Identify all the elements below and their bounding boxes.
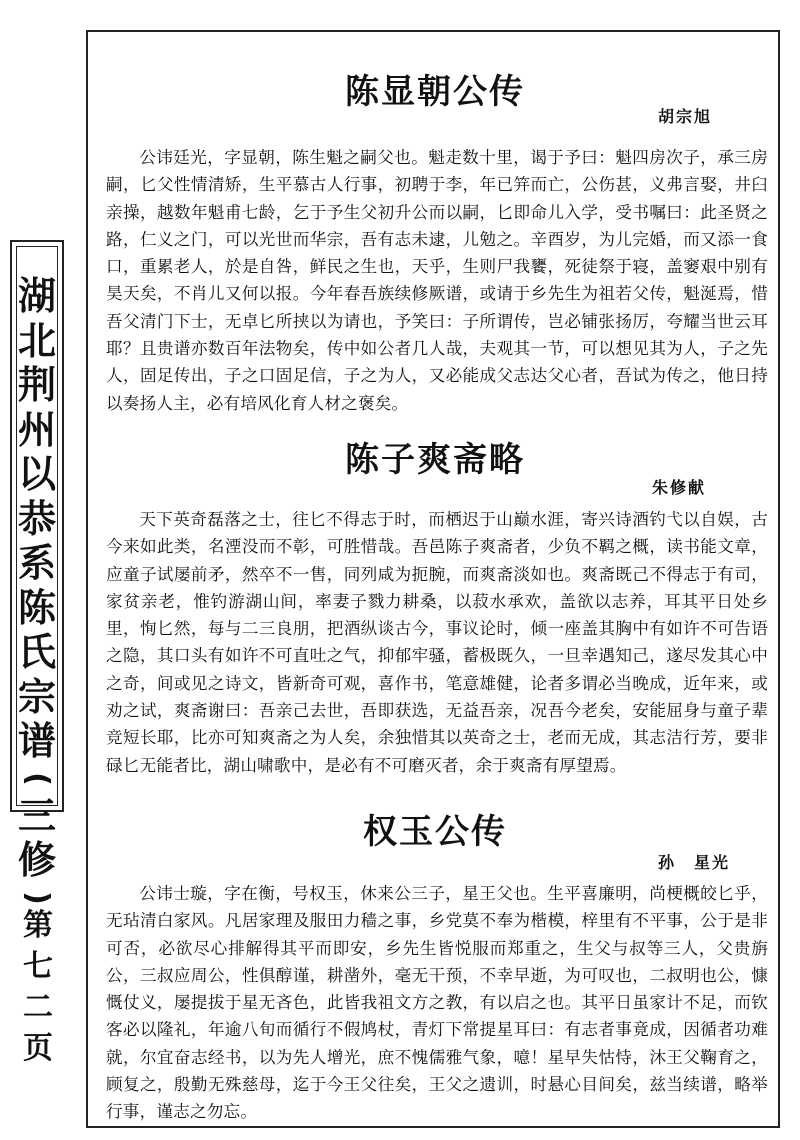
text-frame <box>86 30 780 1128</box>
spine-char: 湖 <box>17 274 56 318</box>
spine-char: 氏 <box>17 630 56 674</box>
edition-char: 三 <box>17 793 56 838</box>
section-title: 陈显朝公传 <box>345 72 525 112</box>
section-body: 公讳廷光，字显朝，陈生魁之嗣父也。魁走数十里，谒于予曰：魁四房次子，承三房嗣，匕父性情清矫，生平慕古人行事，初聘于李，年已笄而亡，公伤甚，义弗言娶，井臼亲操，越数年魁甫七龄，乞于予生父初升公而以嗣，匕即命儿入学，受书嘱曰：此圣贤之路，仁义之门，可以光世而华宗，吾有志未逮，儿勉之。辛酉岁，为儿完婚，而又添一食口，重累老人，於是自咎，鲜民之生也，天乎，生则尸我饔，死徒祭于寝，盖窭艰中别有昊天矣，不肖儿又何以报。今年春吾族续修厥谱，或请于乡先生为祖若父传，魁涎焉，惜吾父清门下士，无卓匕所挟以为请也，予笑曰：子所谓传，岂必铺张扬厉，夸耀当世云耳耶？且贵谱亦数百年法物矣，传中如公者几人哉，夫观其一节，可以想见其为人，子之先人，固足传出，子之口固足信，子之为人，又必能成父志达父心者，吾试为传之，他日持以奏扬人主，必有培风化育人材之褒矣。 <box>106 148 768 413</box>
spine-char: 陈 <box>17 585 56 630</box>
section-author: 胡宗旭 <box>658 107 713 126</box>
spine-char: 系 <box>17 541 56 585</box>
spine-char: 恭 <box>17 496 56 541</box>
spine-char: 以 <box>17 452 56 496</box>
spine-char: 谱 <box>17 719 56 763</box>
page-number-char: 七 <box>23 949 53 984</box>
spine-char: 州 <box>17 407 56 452</box>
edition-paren-close: ) <box>20 890 55 905</box>
page-number-char: 二 <box>23 990 53 1025</box>
section-body: 天下英奇磊落之士，往匕不得志于时，而栖迟于山巅水涯，寄兴诗酒钓弋以自娱，古今来如此类，名湮没而不彰，可胜惜哉。吾邑陈子爽斋者，少负不羁之概，读书能文章，应童子试屡前矛，然卒不一售，同列咸为扼腕，而爽斋淡如也。爽斋既己不得志于有司，家贫亲老，惟钓游湖山间，率妻子戮力耕桑，以菽水承欢，盖欲以志养，耳其平日处乡里，恂匕然，每与二三良朋，把酒纵谈古今，事议论时，倾一座盖其胸中有如许不可告语之隐，其口头有如许不可直吐之气，抑郁牢骚，蓄极既久，一旦幸遇知己，遂尽发其心中之奇，间或见之诗文，皆新奇可观，喜作书，笔意雄健，论者多谓必当晚成，近年来，或劝之试，爽斋谢曰：吾亲己去世，吾即获选，无益吾亲，况吾今老矣，安能屈身与童子辈竞短长耶，比亦可知爽斋之为人矣，余独惜其以英奇之士，老而无成，其志洁行芳，要非碌匕无能者比，湖山啸歌中，是必有不可磨灭者，余于爽斋有厚望焉。 <box>106 510 768 775</box>
spine-char: 北 <box>17 318 56 363</box>
page-number-char: 页 <box>23 1031 53 1066</box>
section-title: 权玉公传 <box>363 812 507 852</box>
page-number-char: 第 <box>23 908 53 943</box>
spine-char: 荆 <box>17 363 56 407</box>
edition-paren-open: ( <box>20 771 55 786</box>
page-number <box>18 905 58 1069</box>
spine-title-box <box>10 240 64 905</box>
spine-title <box>12 274 62 913</box>
section-author: 孙 星光 <box>658 853 731 872</box>
section-author: 朱修献 <box>652 478 707 497</box>
spine-char: 宗 <box>17 674 56 719</box>
section-title: 陈子爽斋略 <box>345 440 525 480</box>
section-body: 公讳士璇，字在衡，号权玉，休来公三子，星王父也。生平喜廉明，尚梗概皎匕乎，无玷清白家风。凡居家理及服田力穑之事，乡党莫不奉为楷模，梓里有不平事，公于是非可否，必欲尽心排解得其平而即安，乡先生皆悦服而郑重之，生父与叔等三人，父贵旃公，三叔应周公，性俱醇谨，耕凿外，毫无干预，不幸早逝，为可叹也，二叔明也公，慷慨仗义，屡提拔于星无吝色，此皆我祖文方之教，有以启之也。其平日虽家计不足，而钦客必以隆礼，年逾八旬而循行不假鸠杖，青灯下常提星耳曰：有志者事竟成，因循者功难就，尔宜奋志经书，以为先人增光，庶不愧儒雅气象，噫！星早失怙恃，沐王父鞠育之，顾复之，殷勤无殊慈母，迄于今王父往矣，王父之遗训，时悬心目间矣，兹当续谱，略举行事，谨志之勿忘。 <box>106 884 768 1122</box>
edition-char: 修 <box>17 838 56 882</box>
